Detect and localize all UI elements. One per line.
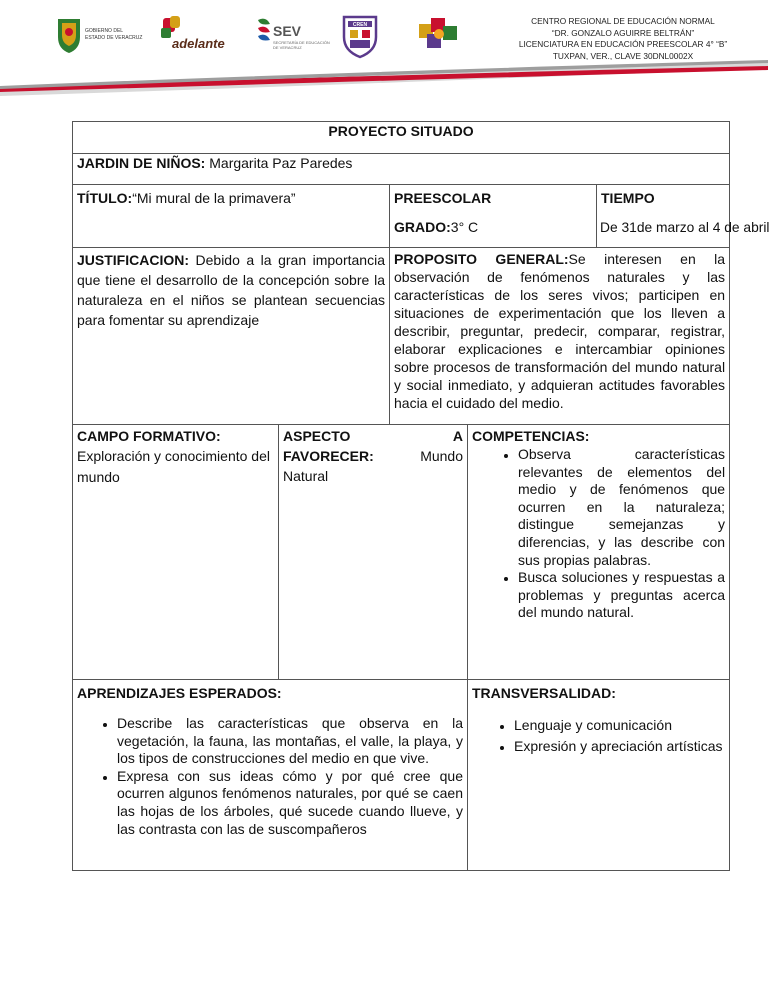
aprendizajes-cell [73, 680, 468, 871]
list-item: • Lenguaje y comunicación [514, 715, 725, 736]
proposito-cell [390, 248, 730, 425]
tiempo-label: TIEMPO [601, 190, 655, 206]
svg-text:DE VERACRUZ: DE VERACRUZ [273, 45, 302, 50]
sev-logo [253, 14, 330, 54]
jardin-value: Margarita Paz Paredes [205, 155, 353, 171]
aspecto-value-natural: Natural [283, 468, 329, 484]
list-item: • Busca soluciones y respuestas a problemas y preguntas acerca del mundo natural. [518, 569, 725, 622]
preescolar-cell [390, 185, 597, 248]
aspecto-layout [283, 427, 463, 486]
sev-logo-text: SEV [273, 23, 302, 39]
campo-cell [73, 425, 279, 680]
jardin-label: JARDIN DE NIÑOS: [77, 155, 206, 171]
list-item: • Describe las características que observa en la vegetación, la fauna, las montañas, el valle, la playa, y los tipos de construcciones del medio en que vive. [117, 715, 463, 768]
justificacion-text: Debido a la gran importancia que tiene el desarrollo de la concepción sobre la naturaleza en el niños se plantean secuencias para fomentar su aprendizaje [77, 252, 385, 328]
jardin-cell [73, 154, 730, 185]
justificacion-label: JUSTIFICACION: [77, 252, 189, 268]
campo-label: CAMPO FORMATIVO: [77, 428, 221, 444]
titulo-cell [73, 185, 390, 248]
competencias-cell [468, 425, 730, 680]
list-item: • Expresión y apreciación artísticas [514, 736, 725, 757]
transversalidad-label: TRANSVERSALIDAD: [472, 685, 616, 701]
grado-value: 3° C [450, 219, 479, 235]
tiempo-cell [597, 185, 770, 248]
aspecto-value: Mundo [420, 448, 463, 464]
titulo-label: TÍTULO: [77, 190, 133, 206]
institution-line: TUXPAN, VER., CLAVE 30DNL0002X [552, 50, 694, 61]
competencias-label: COMPETENCIAS: [472, 428, 590, 444]
header-swoosh-decoration [0, 58, 768, 96]
preescolar-label: PREESCOLAR [394, 190, 492, 206]
project-title: PROYECTO SITUADO [73, 122, 730, 154]
transversalidad-cell [468, 680, 730, 871]
svg-text:SECRETARÍA DE EDUCACIÓN: SECRETARÍA DE EDUCACIÓN [273, 40, 330, 45]
list-item: • Expresa con sus ideas cómo y por qué cree que ocurren algunos fenómenos naturales, por qué se caen las hojas de los árboles, qué sucede cuando llueve, y las contrasta con las de suscompañeros [117, 768, 463, 838]
adelante-logo [158, 14, 228, 54]
list-item: • Observa características relevantes de elementos del medio y de fenómenos que ocurren en la naturaleza; distingue semejanzas y diferencias, y las describe con sus propias palabras. [518, 446, 725, 569]
aspecto-label: ASPECTO [283, 428, 351, 444]
aprendizajes-label: APRENDIZAJES ESPERADOS: [77, 685, 282, 701]
institution-line: LICENCIATURA EN EDUCACIÓN PREESCOLAR 4° “B” [518, 39, 728, 49]
favorecer-label: FAVORECER: [283, 448, 374, 464]
project-table [72, 121, 770, 871]
proposito-label: PROPOSITO GENERAL: [394, 251, 569, 267]
titulo-value: “Mi mural de la primavera” [132, 190, 296, 206]
aprendizajes-list [77, 715, 463, 838]
justificacion-cell [73, 248, 390, 425]
campo-value: Exploración y conocimiento del mundo [77, 448, 270, 485]
tiempo-value: De 31de marzo al 4 de abril [600, 220, 770, 235]
gobierno-veracruz-logo [55, 14, 150, 54]
grado-line [394, 218, 592, 237]
proposito-text: Se interesen en la observación de fenómenos naturales y las características de los seres vivos; participen en situaciones de experimentación que los lleven a describir, preguntar, predecir, comparar, registrar, elaborar explicaciones e intercambiar opiniones sobre procesos de transformación del mundo natural y social inmediato, y adquieran actitudes favorables hacia el cuidado del medio. [394, 251, 726, 411]
competencias-list [472, 446, 725, 622]
institution-line: “DR. GONZALO AGUIRRE BELTRÁN” [551, 27, 695, 38]
document-header [0, 0, 768, 100]
cren-logo-text: CREN [352, 22, 368, 28]
aspecto-a-label: A [452, 428, 463, 444]
cren-shield-logo [340, 14, 380, 59]
adelante-logo-text: adelante [172, 36, 225, 51]
aspecto-cell [279, 425, 468, 680]
institution-info [508, 16, 738, 62]
institution-line: CENTRO REGIONAL DE EDUCACIÓN NORMAL [531, 16, 715, 26]
grado-label: GRADO: [394, 219, 451, 235]
gobierno-logo-text: GOBIERNO DEL [85, 28, 124, 34]
institution-colour-logo [415, 14, 465, 54]
transversalidad-list [472, 715, 725, 757]
svg-text:ESTADO DE VERACRUZ: ESTADO DE VERACRUZ [85, 35, 143, 41]
